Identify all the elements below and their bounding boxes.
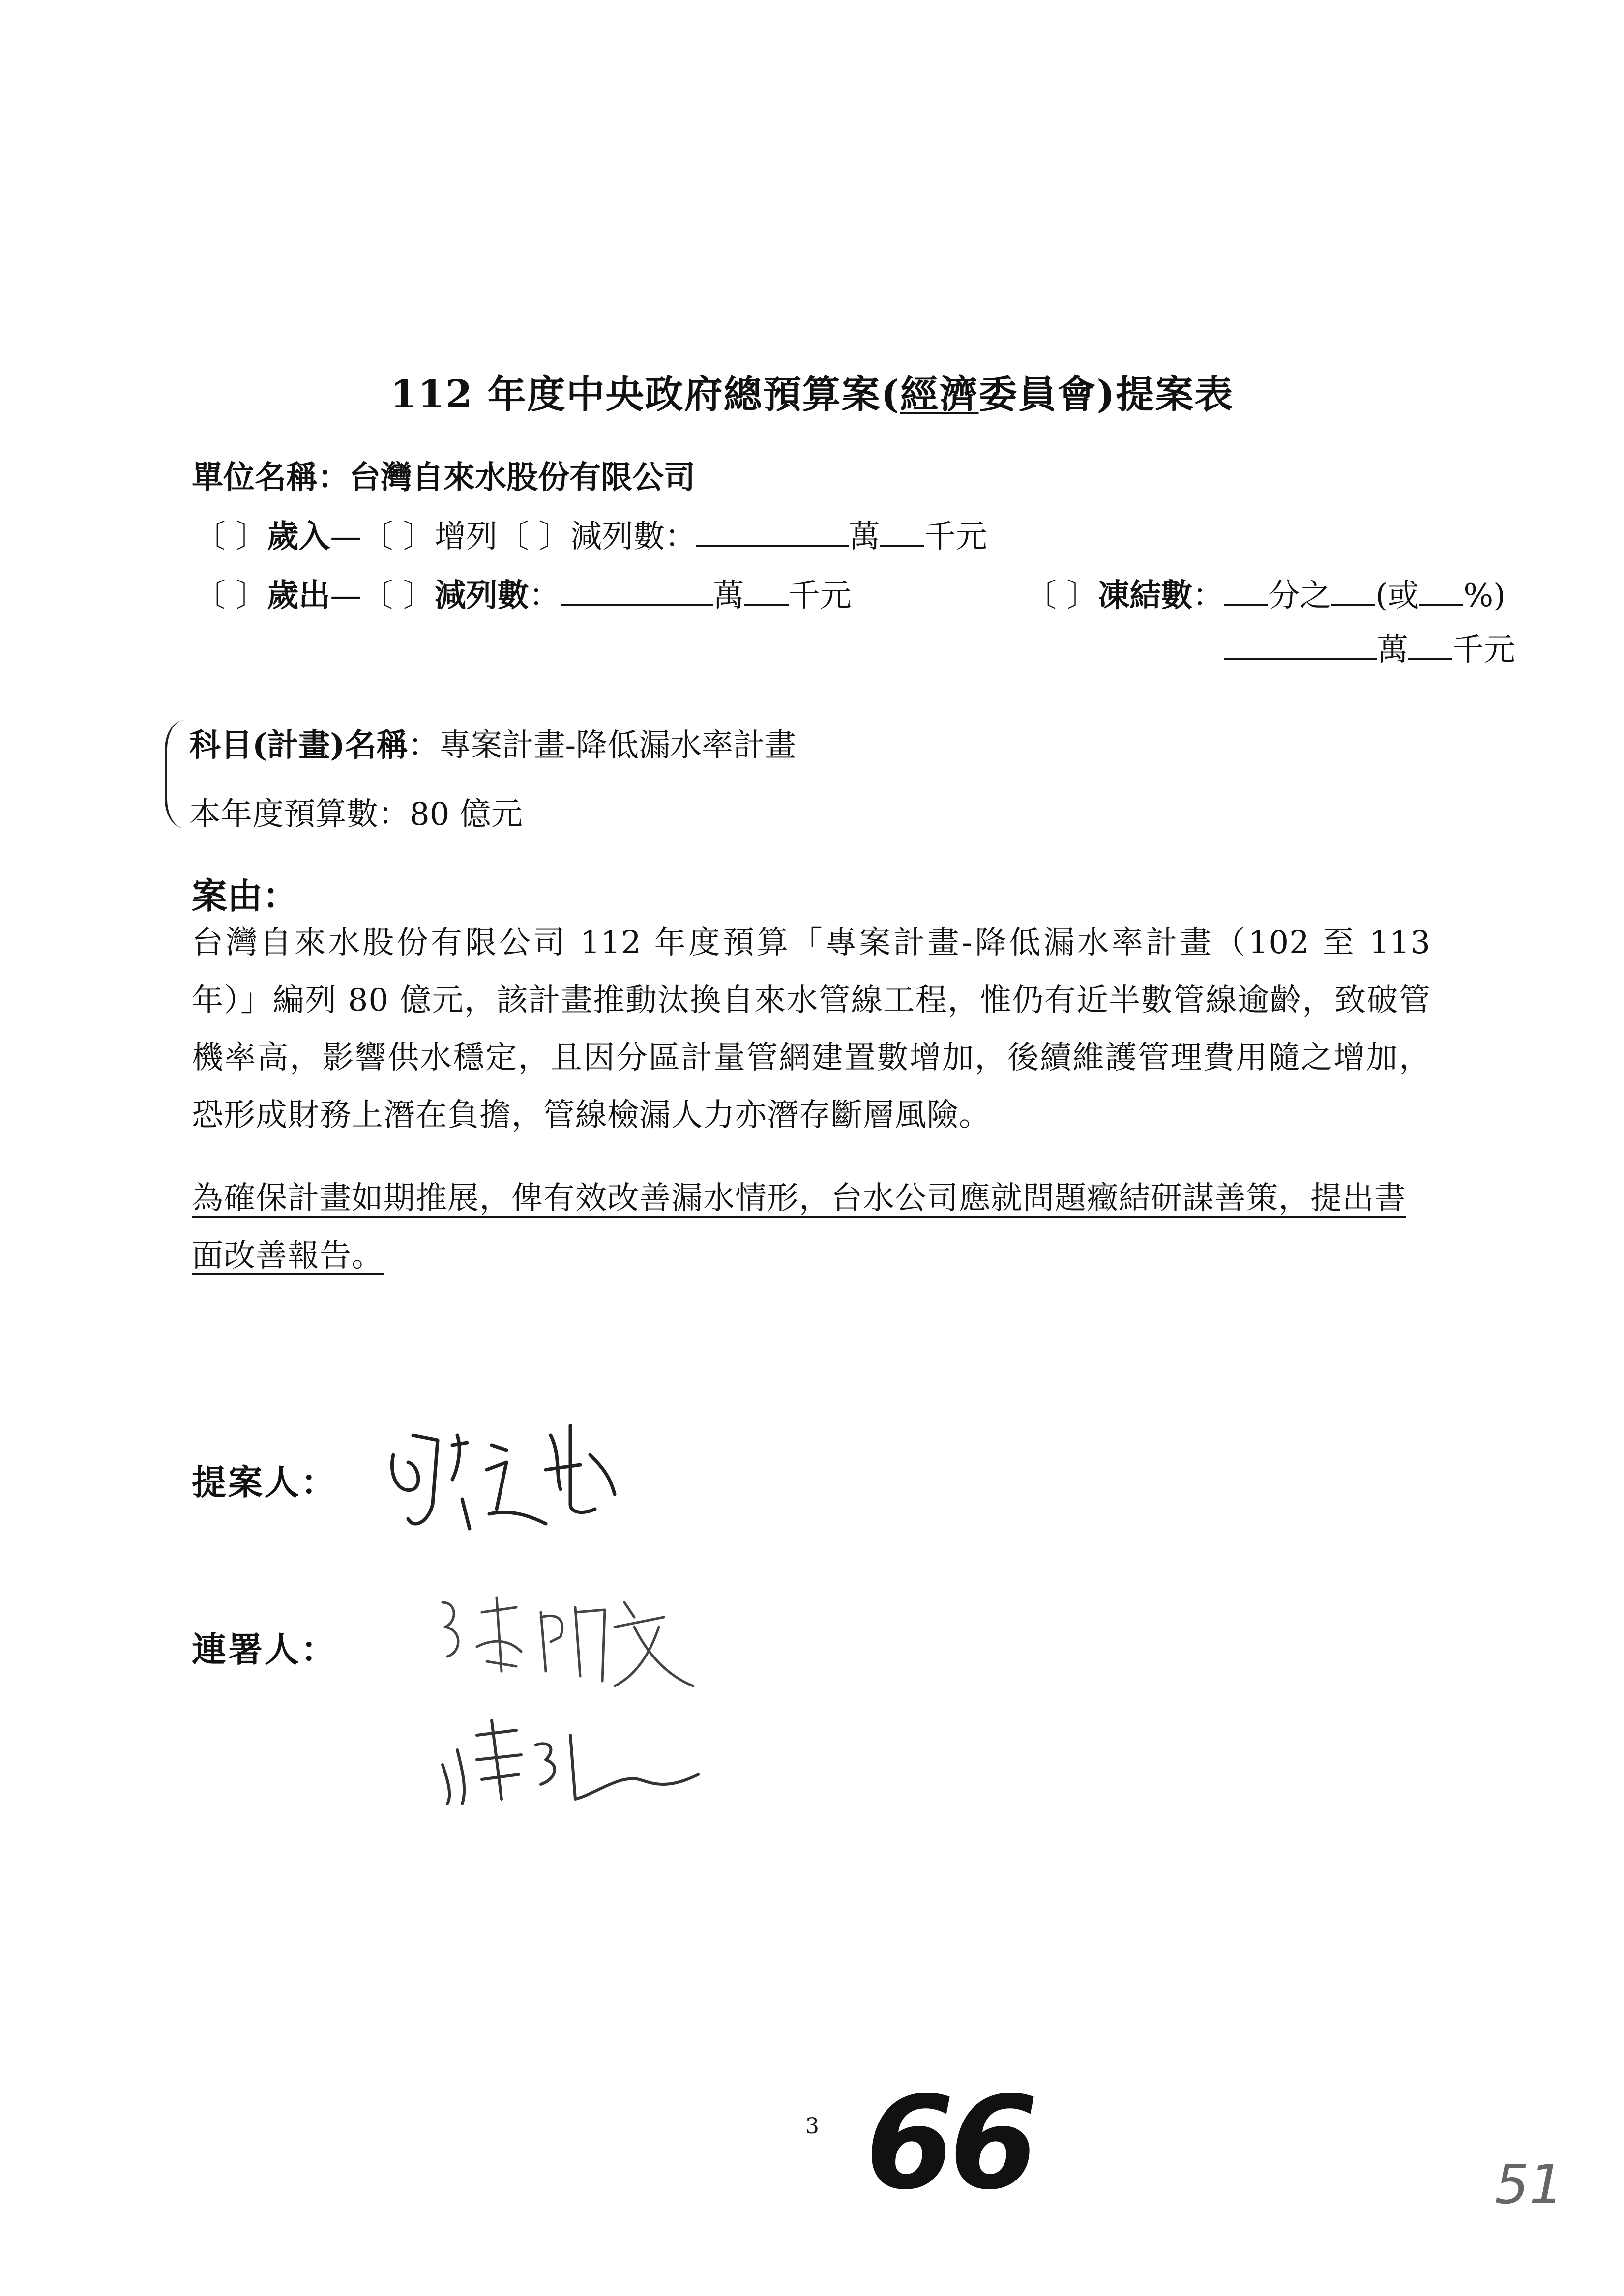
expense-amount-blank[interactable] [561,576,713,606]
revenue-increase-label: 增列 [434,519,498,555]
freeze-amount-line: 萬 千元 [1224,624,1515,669]
expense-decrease-checkbox[interactable]: 〔 〕 [361,578,435,614]
reason-heading: 案由： [192,875,298,917]
freeze-percent-blank[interactable] [1419,576,1463,606]
cosigner-label: 連署人： [192,1629,337,1670]
corner-mark: 51 [1495,2153,1564,2216]
freeze-denominator-blank[interactable] [1224,576,1268,606]
freeze-numerator-blank[interactable] [1331,576,1375,606]
reason-paragraph: 台灣自來水股份有限公司 112 年度預算「專案計畫-降低漏水率計畫（102 至 113 年）」編列 80 億元，該計畫推動汰換自來水管線工程，惟仍有近半數管線逾齡，致破管機率高，影響供水穩定，且因分區計量管網建置數增加，後續維護管理費用隨之增加，恐形成財務上潛在負擔，管線檢漏人力亦潛存斷層風險。 [192,925,1431,1133]
expense-checkbox[interactable]: 〔 〕 [194,578,267,614]
project-name-value: 專案計畫-降低漏水率計畫 [439,727,797,764]
revenue-line: 〔 〕歲入—〔 〕增列〔 〕減列數： 萬 千元 [194,511,987,556]
revenue-checkbox[interactable]: 〔 〕 [194,519,267,555]
freeze-line: 〔 〕凍結數： 分之 (或 %) [1025,570,1506,615]
unit-name: 台灣自來水股份有限公司 [349,459,695,496]
freeze-label: 凍結數 [1098,577,1193,614]
expense-thousand-blank[interactable] [744,576,789,606]
revenue-decrease-checkbox[interactable]: 〔 〕 [497,519,571,555]
revenue-label: 歲入 [267,518,330,555]
reason-resolution: 為確保計畫如期推展，俾有效改善漏水情形，台水公司應就問題癥結研謀善策，提出書面改善報告。 [192,1180,1406,1274]
handwritten-page-number: 66 [865,2069,1033,2218]
page-number: 3 [805,2114,819,2139]
expense-decrease-label: 減列數 [434,577,529,614]
freeze-amount-blank[interactable] [1224,630,1377,660]
project-budget-value: 80 億元 [410,796,523,833]
revenue-amount-blank[interactable] [696,517,849,547]
proposer-signature [384,1416,649,1563]
cosigner-signature-1 [428,1588,703,1701]
project-name-label: 科目(計畫)名稱 [189,727,408,764]
project-brace [165,720,187,828]
cosigner-signature-2 [433,1706,708,1814]
page-title: 112 年度中央政府總預算案(經濟委員會)提案表 [390,372,1234,417]
committee-name: 經濟 [900,372,979,417]
revenue-decrease-label: 減列數： [570,519,697,555]
project-budget-label: 本年度預算數 [189,796,378,833]
expense-line: 〔 〕歲出—〔 〕減列數： 萬 千元 [194,570,852,615]
project-budget-row: 本年度預算數：80 億元 [189,796,523,833]
proposer-label: 提案人： [192,1462,337,1503]
unit-label: 單位名稱： [192,459,349,496]
revenue-thousand-blank[interactable] [880,517,924,547]
freeze-thousand-blank[interactable] [1408,630,1452,660]
freeze-checkbox[interactable]: 〔 〕 [1025,578,1098,614]
project-name-row: 科目(計畫)名稱：專案計畫-降低漏水率計畫 [189,727,797,764]
unit-row [192,452,695,497]
expense-label: 歲出 [267,577,330,614]
revenue-increase-checkbox[interactable]: 〔 〕 [361,519,435,555]
